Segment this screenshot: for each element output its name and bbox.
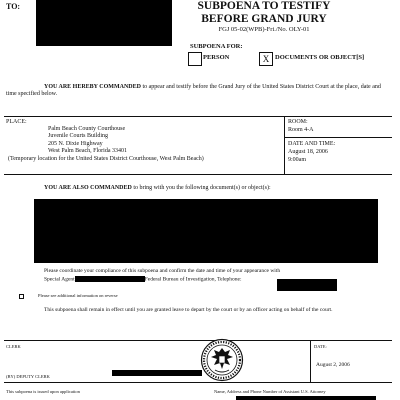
time-value: 9:00am [288, 157, 306, 163]
person-checkbox[interactable] [188, 52, 202, 66]
redacted-telephone [277, 279, 337, 291]
signature-divider [310, 340, 311, 382]
effect-text: This subpoena shall remain in effect until you are granted leave to depart by the court or by an officer acting on behalf of the court. [44, 307, 333, 313]
place-address [48, 126, 127, 156]
check-mark: X [262, 54, 270, 64]
redacted-attorney-info [236, 396, 376, 400]
title-line-1: SUBPOENA TO TESTIFY [197, 0, 331, 12]
signature-date-label: DATE: [314, 344, 327, 349]
place-note: (Temporary location for the United States District Courthouse, West Palm Beach) [8, 156, 204, 162]
place-divider [284, 116, 285, 174]
signature-date-value: August 2, 2006 [316, 362, 350, 368]
signature-top-rule [4, 340, 392, 341]
place-line-1: Palm Beach County Courthouse [48, 126, 126, 132]
room-label: ROOM: [288, 119, 308, 125]
coordinate-line-2 [44, 276, 242, 283]
also-commanded-text: to bring with you the following document(s) or object(s): [131, 185, 271, 191]
signature-bottom-rule [4, 382, 392, 383]
place-top-rule [4, 116, 392, 117]
commanded-paragraph [6, 84, 390, 99]
documents-checkbox[interactable] [259, 52, 273, 66]
place-line-4: West Palm Beach, Florida 33401 [48, 148, 128, 155]
footer-right-text: Name, Address and Phone Number of Assistant U.S. Attorney [214, 389, 326, 394]
title-line-2: BEFORE GRAND JURY [201, 12, 327, 25]
room-rule [284, 137, 392, 138]
date-value: August 18, 2006 [288, 149, 328, 155]
place-label: PLACE: [6, 119, 27, 125]
documents-label: DOCUMENTS OR OBJECT[S] [275, 54, 365, 61]
person-label: PERSON [203, 54, 230, 61]
commanded-text: to appear and testify before the Grand Jury of the United States District Court at the place, date and time specified below. [6, 84, 381, 98]
clerk-label: CLERK [6, 344, 21, 349]
document-title [190, 0, 338, 25]
redacted-clerk-signature [112, 370, 202, 376]
redacted-recipient [36, 0, 172, 46]
place-bottom-rule [4, 174, 392, 175]
fbi-telephone-label: Federal Bureau of Investigation, Telephone: [144, 276, 242, 283]
case-number: FGJ 05-02(WPB)-Fri./No. OLY-01 [218, 26, 310, 33]
also-commanded-paragraph [44, 185, 271, 192]
subpoena-for-label: SUBPOENA FOR: [190, 43, 243, 50]
footer-left-text: This subpoena is issued upon application [6, 389, 80, 394]
commanded-lead: YOU ARE HEREBY COMMANDED [44, 84, 141, 90]
deputy-clerk-label: (BY) DEPUTY CLERK [6, 374, 50, 379]
place-line-3: 205 N. Dixie Highway [48, 140, 103, 147]
datetime-label: DATE AND TIME: [288, 141, 336, 147]
place-line-2: Juvenile Courts Building [48, 133, 108, 140]
court-seal-icon [200, 338, 244, 382]
effect-paragraph [6, 307, 392, 314]
room-value: Room 4-A [288, 127, 314, 133]
to-label: TO: [6, 2, 21, 11]
coordinate-line-1: Please coordinate your compliance of this subpoena and confirm the date and time of your appearance with [44, 268, 281, 274]
special-agent-label: Special Agent [44, 276, 75, 283]
additional-info-checkbox[interactable] [19, 294, 24, 299]
additional-info-text: Please see additional information on reverse [38, 293, 118, 298]
redacted-documents-list [34, 199, 378, 263]
redacted-agent-name [75, 276, 145, 282]
also-commanded-lead: YOU ARE ALSO COMMANDED [44, 185, 132, 191]
